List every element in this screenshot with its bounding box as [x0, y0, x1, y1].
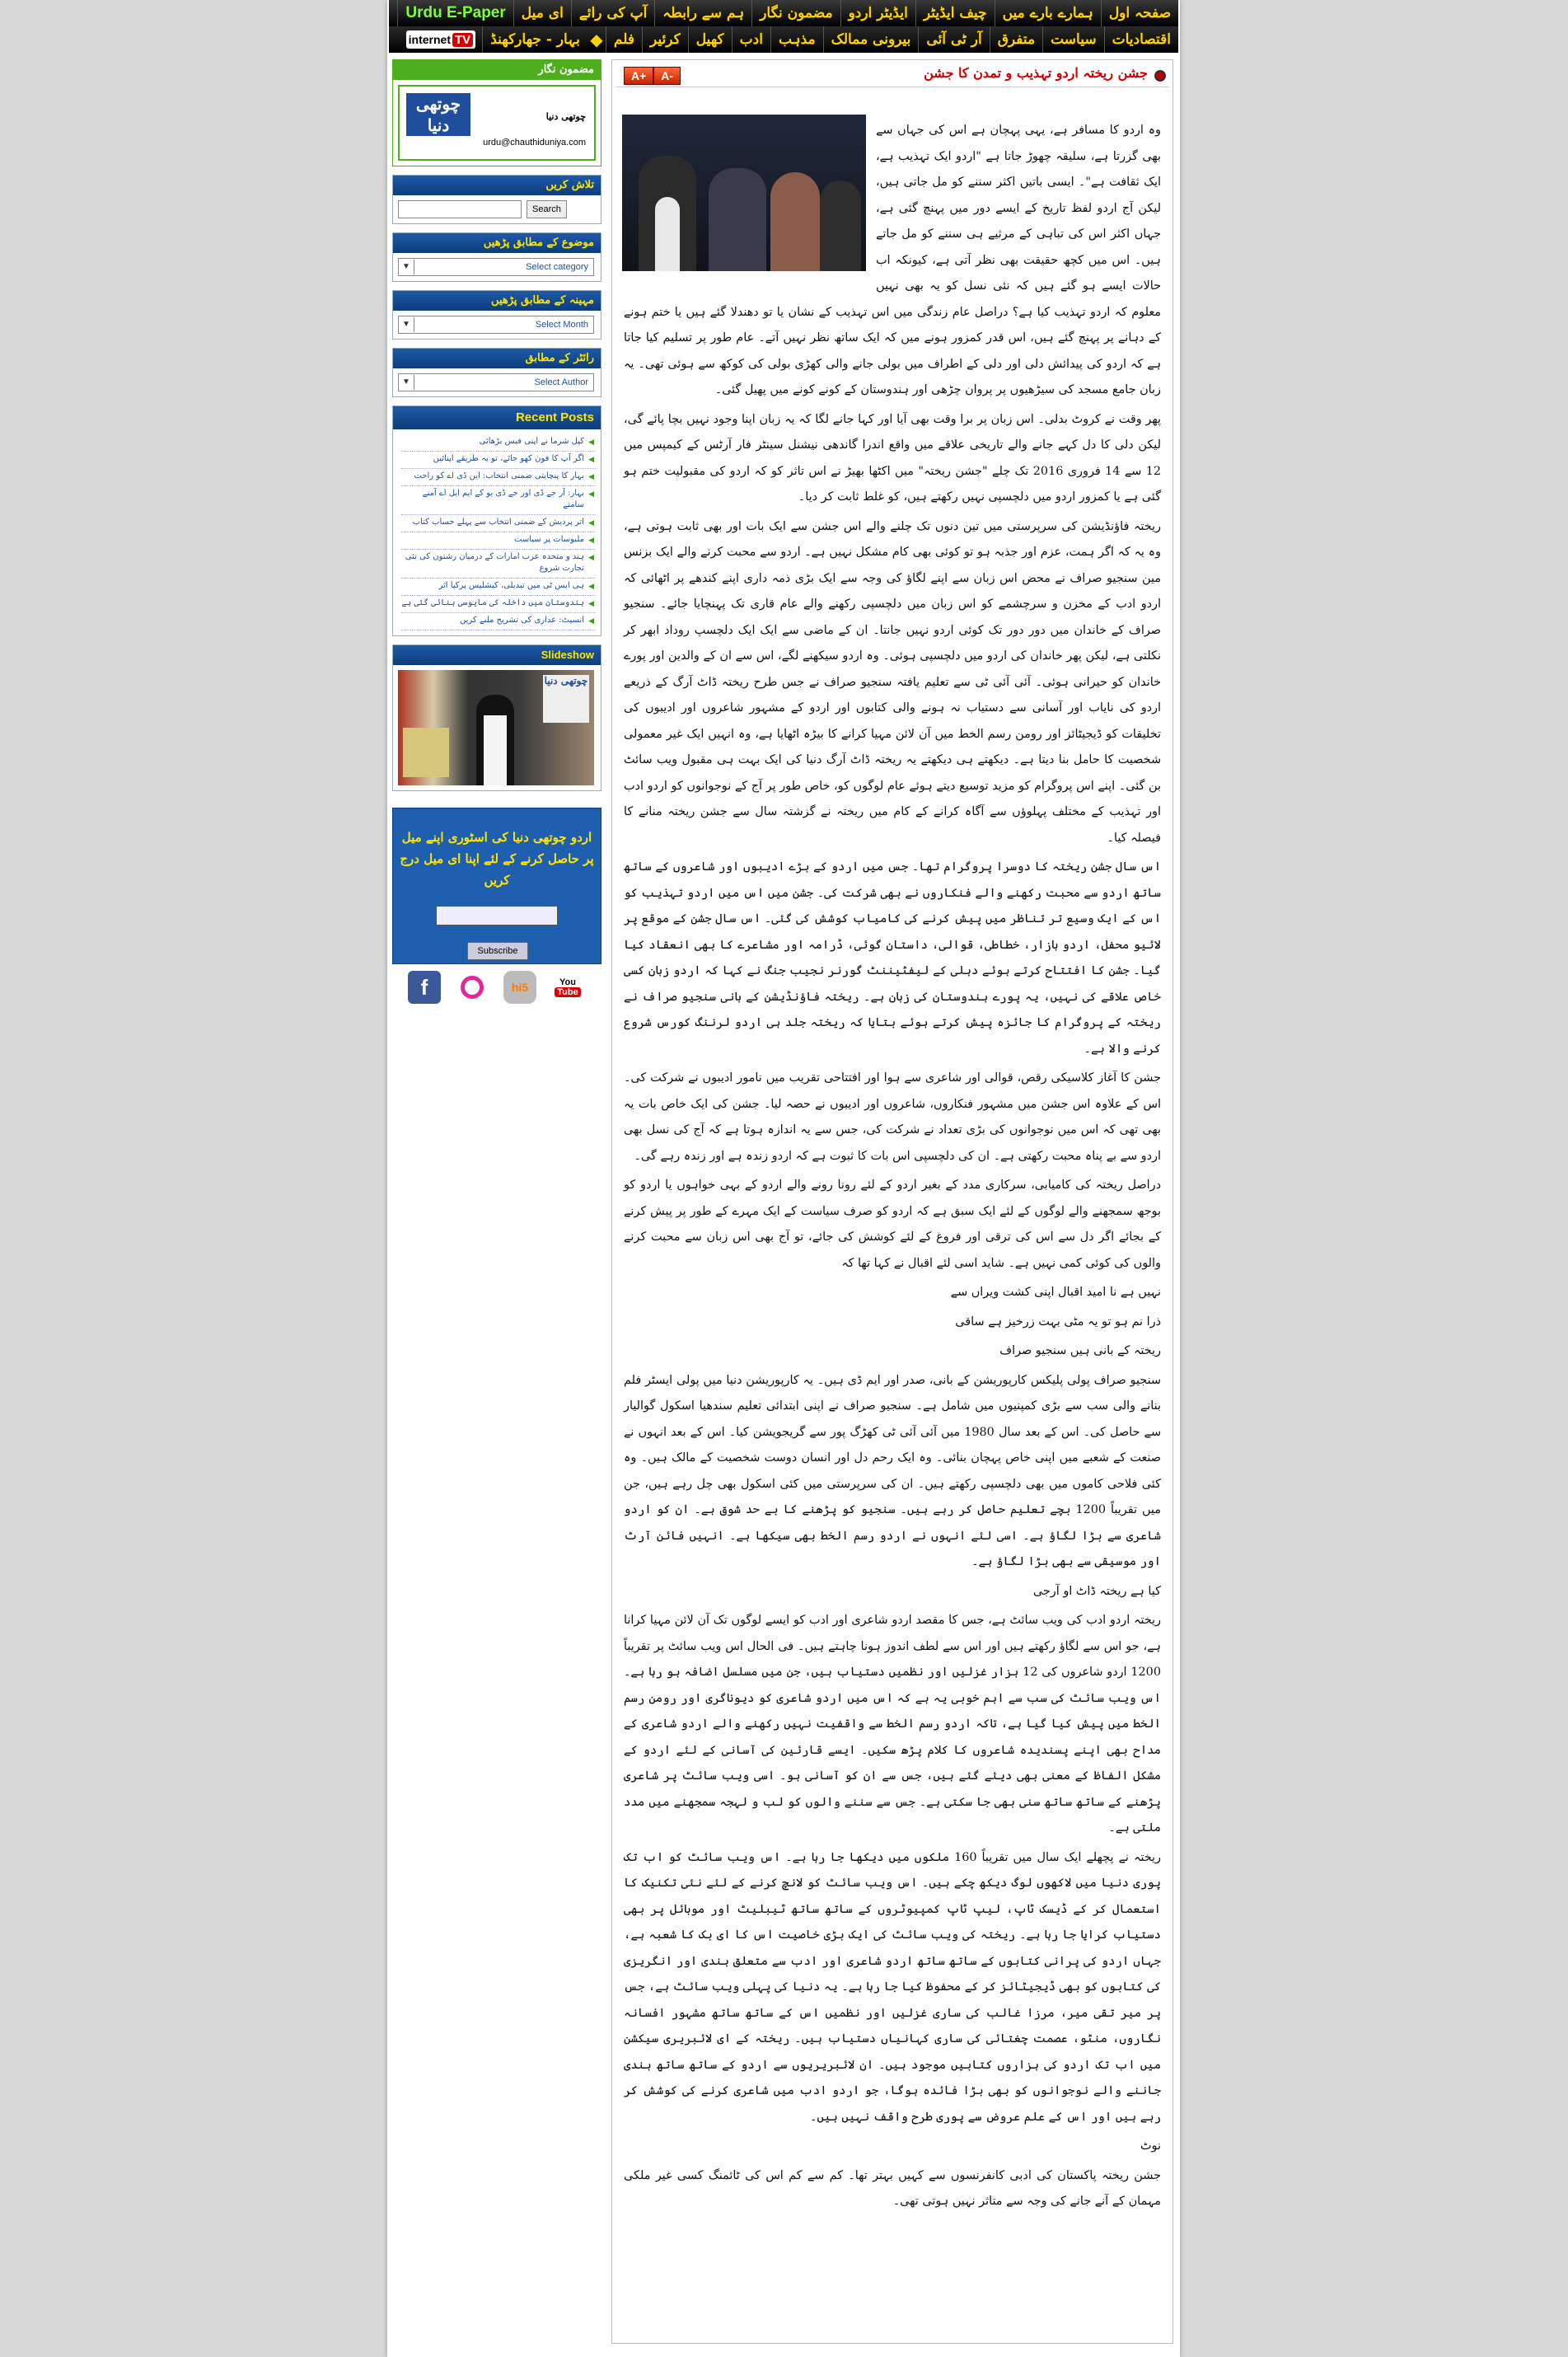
nav-home[interactable]: صفحہ اول	[1101, 0, 1178, 26]
article-subheading: کیا ہے ریختہ ڈاٹ او آرجی	[1032, 1584, 1161, 1598]
month-heading: مہینہ کے مطابق پڑھیں	[393, 291, 601, 311]
arrow-bullet-icon: ◀	[588, 554, 594, 562]
article-note-heading: نوٹ	[1140, 2139, 1161, 2153]
recent-posts-heading: Recent Posts	[393, 406, 601, 429]
internet-tv-badge: TV	[452, 33, 473, 47]
chevron-down-icon: ▼	[399, 260, 414, 274]
slide-newspaper: چوتھی دنیا	[543, 675, 589, 723]
author-card[interactable]	[398, 85, 596, 161]
article-paragraph: ریختہ نے پچھلے ایک سال میں تقریباً 160 ملکوں میں دیکھا جا رہا ہے۔ اس ویب سائٹ کو اب تک پوری دنیا میں لاکھوں لوگ دیکھ چکے ہیں۔ اس ویب سائٹ کو لانچ کرنے کے لئے نئی تکنیک کا استعمال کر کے ڈیسک ٹاپ، لیپ ٹاپ کمپیوٹروں کے ساتھ ساتھ ٹیبلیٹ اور موبائل پر بھی دستیاب کرایا جا رہا ہے۔ ریختہ کی ویب سائٹ کی ایک بڑی خاصیت اس کا ای بک کا شعبہ ہے، جہاں اردو کی پرانی کتابوں کے ساتھ ساتھ اردو شاعری اور ادب سے متعلق ہندی اور انگریزی کی کتابوں کو بھی ڈیجیٹائز کر کے محفوظ کیا جا رہا ہے۔ یہ دنیا کی پہلی ویب سائٹ ہے، جس پر میر تقی میر، مرزا غالب کی ساری غزلیں اور نظمیں اس کے ساتھ ساتھ مشہور افسانہ نگاروں، منٹو، عصمت چغتائی کی ساری کہانیاں دستیاب ہیں۔ ریختہ کے ای لائبریری سیکشن میں اب تک اردو کی ہزاروں کتابیں موجود ہیں۔ ان لائبریریوں سے اردو کے ساتھ ساتھ ہندی جاننے والے نوجوانوں کو بھی بڑا فائدہ ہوگا، جو اردو ادب میں شاعری کرنے کی کوشش کر رہے ہیں اور اس کے علم عروض سے پوری طرح واقف نہیں ہیں۔	[624, 1850, 1161, 2124]
recent-post-link[interactable]: ہند و متحدہ عرب امارات کے درمیان رشتوں کی نئی تجارت شروع	[405, 552, 584, 573]
article-paragraph: ریختہ فاؤنڈیشن کی سرپرستی میں تین دنوں تک چلنے والے اس جشن سے ایک بات اور بھی ثابت ہوتی ہے، وہ یہ کہ اگر ہمت، عزم اور جذبہ ہو تو کوئی بھی کام مشکل نہیں ہے۔ اردو سے محبت کرنے والے ایک بزنس مین سنجیو صراف نے محض اس زبان سے اپنے لگاؤ کی وجہ سے ایک بڑی ذمہ داری اپنے کندھے پر اٹھائی کہ اردو ادب کے مخزن و سرچشمے کو اس زبان میں دلچسپی رکھنے والے عام قاری تک پہنچایا جائے۔ سنجیو صراف کے خاندان میں دور دور تک کوئی اردو نہیں جانتا۔ ان کے ماضی سے ایک ایک دلچسپ روداد ابھر کر نکلتی ہے، لیکن پھر خاندان کی اردو میں دلچسپی ہوئی۔ وہ اردو سیکھنے لگے، اس سے ان کے والدین اور پورے خاندان کو حیرانی ہوئی۔ آئی آئی ٹی سے تعلیم یافتہ سنجیو صراف نے جس طرح ریختہ ڈاٹ آرگ کے ذریعے اردو کی نایاب اور آسانی سے دستیاب نہ ہونے والی کتابوں اور اردو کے مشہور شاعروں اور ادیبوں کی تخلیقات کو ڈیجیٹائز اور رومن رسم الخط میں آن لائن مہیا کرانے کا بیڑہ اٹھایا ہے، وہ انہیں ایک غیر معمولی شخصیت کا حامل بنا دیتا ہے۔ دیکھتے ہی دیکھتے یہ ریختہ ڈاٹ آرگ دنیا کی ایک بہت ہی مقبول ویب سائٹ بن گئی۔ اپنے اس پروگرام کو مزید توسیع دیتے ہوئے عام لوگوں کو، خاص طور پر آج کے نوجوانوں کو اردو ادب اور تہذیب کے مختلف پہلوؤں سے آگاہ کرانے کے کام میں ریختہ نے گزشتہ سال سے جشن ریختہ منانے کا فیصلہ کیا۔	[624, 519, 1161, 845]
recent-post-item[interactable]	[401, 579, 596, 596]
recent-post-item[interactable]	[401, 550, 596, 579]
ring-shape	[461, 976, 484, 999]
nav-contact[interactable]: ہم سے رابطہ	[654, 0, 751, 26]
article-subheading: ریختہ کے بانی ہیں سنجیو صراف	[999, 1344, 1161, 1357]
recent-post-link[interactable]: بہار کا پنچایتی ضمنی انتخاب: این ڈی اے کو راحت	[414, 471, 584, 480]
font-decrease-button[interactable]: A-	[653, 67, 681, 85]
arrow-bullet-icon: ◀	[588, 617, 594, 626]
arrow-bullet-icon: ◀	[588, 473, 594, 481]
article-header	[615, 63, 1169, 87]
recent-post-link[interactable]: کپل شرما نے اپنی فیس بڑھائی	[479, 437, 584, 446]
search-heading: تلاش کریں	[393, 176, 601, 195]
internet-tv-text: internet	[408, 33, 452, 46]
month-select[interactable]	[398, 316, 594, 334]
nav-sports[interactable]: کھیل	[688, 26, 732, 53]
recent-post-link[interactable]: ہی ایس ٹی میں تبدیلی، کیشلیس پرکیا اثر	[438, 581, 584, 590]
article-paragraph: اس سال جشن ریختہ کا دوسرا پروگرام تھا۔ جس میں اردو کے بڑے ادیبوں اور شاعروں کے ساتھ ساتھ اردو سے محبت رکھنے والے فنکاروں نے بھی شرکت کی۔ جشن میں اس میں اردو تہذیب کو اس کے ایک وسیع تر تناظر میں پیش کرنے کی کامیاب کوشش کی گئی۔ اس سال جشن کے موقع پر لائیو محفل، اردو بازار، خطاطی، قوالی، داستان گوئی، ڈرامہ اور مشاعرے کا بھی انعقاد کیا گیا۔ جشن کا افتتاح کرتے ہوئے دہلی کے لیفٹیننٹ گورنر نجیب جنگ نے کہا کہ اردو زبان کسی خاص علاقے کی نہیں، یہ پورے ہندوستان کی زبان ہے۔ ریختہ فاؤنڈیشن کے بانی سنجیو صراف نے ریختہ کے پروگرام کا جائزہ پیش کرتے ہوئے بتایا کہ ریختہ جلد ہی اردو لرننگ کورس شروع کرنے والا ہے۔	[624, 860, 1161, 1056]
category-box	[392, 232, 601, 282]
nav-feedback[interactable]: آپ کی رائے	[571, 0, 654, 26]
nav-film[interactable]: فلم	[606, 26, 642, 53]
sidebar	[392, 59, 600, 1004]
author-filter-box	[392, 348, 601, 397]
recent-post-item[interactable]	[401, 532, 596, 550]
article-paragraph: سنجیو صراف پولی پلیکس کارپوریشن کے بانی، صدر اور ایم ڈی ہیں۔ یہ کارپوریشن دنیا میں پولی ایسٹر فلم بنانے والی سب سے بڑی کمپنیوں میں شامل ہے۔ سنجیو صراف نے اپنی ابتدائی تعلیم سندھیا اسکول گوالیار سے حاصل کی۔ اس کے بعد سال 1980 میں آئی آئی ٹی کھڑگ پور سے گریجویشن کیا۔ اس کے بعد انہوں نے صنعت کے شعبے میں اپنی خاص پہچان بنائی۔ وہ ایک رحم دل اور انسان دوست شخصیت کے مالک ہیں۔ وہ کئی فلاحی کاموں میں بھی دلچسپی رکھتے ہیں۔ ان کی سرپرستی میں کئی اسکول بھی چل رہے ہیں، جن میں تقریباً 1200 بچے تعلیم حاصل کر رہے ہیں۔ سنجیو کو پڑھنے کا بے حد شوق ہے۔ ان کو اردو شاعری سے بڑا لگاؤ ہے۔ اسی لئے انہوں نے اردو رسم الخط بھی سیکھا ہے۔ انہیں فائن آرٹ اور موسیقی سے بھی بڑا لگاؤ ہے۔	[624, 1373, 1161, 1568]
youtube-icon[interactable]	[551, 971, 584, 1004]
arrow-bullet-icon: ◀	[588, 490, 594, 499]
nav-writers[interactable]: مضمون نگار	[751, 0, 840, 26]
slideshow-box	[392, 644, 601, 791]
slideshow-heading: Slideshow	[393, 645, 601, 665]
nav-epaper[interactable]: Urdu E-Paper	[397, 0, 513, 26]
article-paragraph: جشن کا آغاز کلاسیکی رقص، قوالی اور شاعری سے ہوا اور افتتاحی تقریب میں نامور ادیبوں نے شرکت کی۔ اس کے علاوہ اس جشن میں مشہور فنکاروں، شاعروں اور ادیبوں نے حصہ لیا۔ جشن کی ایک خاص بات یہ بھی تھی کہ اس میں نوجوانوں کی بڑی تعداد نے شرکت کی، جس سے یہ اندازہ ہوتا ہے کہ آج کی نسل بھی اردو سے بے پناہ محبت رکھتی ہے۔ ان کی دلچسپی اس بات کا ثبوت ہے کہ اردو زندہ ہے اور زندہ رہے گی۔	[624, 1071, 1161, 1163]
month-select-value: Select Month	[535, 320, 588, 330]
month-box	[392, 290, 601, 340]
recent-post-item[interactable]	[401, 469, 596, 486]
nav-international[interactable]: بیرونی ممالک	[823, 26, 919, 53]
arrow-bullet-icon: ◀	[588, 537, 594, 545]
author-box	[392, 59, 601, 166]
category-select-value: Select category	[526, 262, 588, 272]
nav-religion[interactable]: مذہب	[770, 26, 823, 53]
photo-spacer	[624, 118, 876, 283]
nav-misc[interactable]: متفرق	[990, 26, 1042, 53]
orkut-icon[interactable]	[456, 971, 489, 1004]
arrow-bullet-icon: ◀	[588, 519, 594, 527]
nav-politics[interactable]: سیاست	[1042, 26, 1104, 53]
article-paragraph: پھر وقت نے کروٹ بدلی۔ اس زبان پر برا وقت بھی آیا اور کہا جانے لگا کہ یہ زبان اپنا وجود نہیں بچا پائے گی، لیکن دلی کا دل کہے جانے والے تاریخی علاقے میں واقع اندرا گاندھی نیشنل سینٹر فار آرٹس کے کیمپس میں 12 سے 14 فروری 2016 تک چلے "جشن ریختہ" میں اکٹھا بھیڑ نے اس تاثر کو کہ اردو کی مقبولیت ختم ہو گئی ہے یا کمزور اردو میں دلچسپی نہیں رکھتے ہیں، کو غلط ثابت کر دیا۔	[624, 412, 1162, 504]
article-panel	[611, 59, 1173, 2344]
nav-bihar-jharkhand[interactable]: بہار - جھارکھنڈ	[482, 26, 587, 53]
poetry-line: نہیں ہے نا امید اقبال اپنی کشت ویراں سے	[950, 1286, 1161, 1299]
internet-tv-logo[interactable]	[406, 30, 476, 49]
author-select-value: Select Author	[534, 377, 588, 387]
author-box-heading: مضمون نگار	[393, 60, 601, 80]
recent-post-item[interactable]	[401, 613, 596, 630]
social-links	[392, 971, 600, 1004]
recent-post-link[interactable]: ہندوستان میں داخلہ کی مایوسی بنائی گئی ہے	[401, 598, 584, 607]
recent-post-link[interactable]: اگر آپ کا فون کھو جائے، تو یہ طریقے اپنائیں	[433, 454, 584, 463]
bullet-dot-icon	[1154, 70, 1166, 82]
recent-post-link[interactable]: بہار: آر جے ڈی اور جے ڈی یو کے ایم ایل اے آمنے سامنے	[422, 489, 584, 509]
article-title: جشن ریختہ اردو تہذیب و تمدن کا جشن	[924, 65, 1148, 81]
nav-about[interactable]: ہمارے بارے میں	[995, 0, 1101, 26]
newspaper-cutout	[403, 728, 449, 777]
subscribe-email-input[interactable]	[436, 906, 558, 925]
india-map-icon: ◆	[590, 30, 603, 49]
recent-post-item[interactable]	[401, 434, 596, 452]
nav-rti[interactable]: آر ٹی آئی	[918, 26, 989, 53]
article-paragraph: ریختہ اردو ادب کی ویب سائٹ ہے، جس کا مقصد اردو شاعری اور ادب کو ایسے لوگوں تک آن لائن مہیا کرانا ہے، جو اس سے لگاؤ رکھتے ہیں اور اس سے لطف اندوز ہونا چاہتے ہیں۔ فی الحال اس ویب سائٹ پر تقریباً 1200 اردو شاعروں کی 12 ہزار غزلیں اور نظمیں دستیاب ہیں، جن میں مسلسل اضافہ ہو رہا ہے۔ اس ویب سائٹ کی سب سے اہم خوبی یہ ہے کہ اس میں اردو شاعری کو دیوناگری اور رومن رسم الخط میں پیش کیا گیا ہے، تاکہ اردو رسم الخط سے واقفیت نہیں رکھنے والے اردو شاعری کے مداح بھی اپنے پسندیدہ شاعروں کا کلام پڑھ سکیں۔ ایسے قارئین کی آسانی کے لئے اردو کے مشکل الفاظ کے معنی بھی دیئے گئے ہیں، جس سے ان کو آسانی ہو۔ اسی ویب سائٹ پر شاعری پڑھنے کے ساتھ ساتھ سنی بھی جا سکتی ہے۔ جس سے سننے والوں کو لب و لہجہ سمجھنے میں مدد ملتی ہے۔	[624, 1614, 1161, 1835]
search-button[interactable]: Search	[527, 200, 567, 218]
youtube-you: You	[559, 977, 576, 987]
facebook-icon[interactable]: f	[408, 971, 441, 1004]
arrow-bullet-icon: ◀	[588, 438, 594, 447]
recent-post-item[interactable]	[401, 452, 596, 469]
youtube-tube: Tube	[555, 987, 580, 997]
arrow-bullet-icon: ◀	[588, 600, 594, 608]
article-note: جشن ریختہ پاکستان کی ادبی کانفرنسوں سے کہیں بہتر تھا۔ کم سے کم اس کی ٹائمنگ کسی غیر ملکی مہمان کے آنے جانے کی وجہ سے متاثر نہیں ہوتی تھی۔	[624, 2168, 1161, 2208]
slideshow-image[interactable]	[398, 670, 594, 785]
category-select[interactable]	[398, 258, 594, 276]
author-select[interactable]	[398, 373, 594, 391]
speaker-shirt	[484, 715, 507, 785]
recent-posts-list	[393, 429, 601, 635]
chevron-down-icon: ▼	[399, 375, 414, 390]
nav-email[interactable]: ای میل	[513, 0, 571, 26]
subscribe-text: اردو چوتھی دنیا کی اسٹوری اپنے میل پر حاصل کرنے کے لئے اپنا ای میل درج کریں	[400, 830, 594, 888]
category-heading: موضوع کے مطابق پڑھیں	[393, 233, 601, 253]
nav-row-categories	[389, 26, 1178, 53]
recent-post-link[interactable]: انسیٹ: عداری کی تشریح ملنے کریں	[459, 616, 584, 625]
recent-post-item[interactable]	[401, 596, 596, 613]
nav-career[interactable]: کرئیر	[642, 26, 688, 53]
hi5-icon[interactable]: hi5	[503, 971, 536, 1004]
recent-posts-box	[392, 405, 601, 636]
recent-post-item[interactable]	[401, 515, 596, 532]
search-input[interactable]	[398, 200, 522, 218]
nav-economy[interactable]: اقتصادیات	[1104, 26, 1178, 53]
nav-urdu-editor[interactable]: ایڈیٹر اردو	[840, 0, 915, 26]
arrow-bullet-icon: ◀	[588, 456, 594, 464]
poetry-line: ذرا نم ہو تو یہ مٹی بہت زرخیز ہے ساقی	[955, 1314, 1161, 1328]
author-name: چوتھی دنیا	[545, 111, 586, 122]
font-increase-button[interactable]: A+	[624, 67, 653, 85]
arrow-bullet-icon: ◀	[588, 583, 594, 591]
subscribe-box	[392, 808, 601, 964]
top-nav	[389, 0, 1178, 53]
nav-chief-editor[interactable]: چیف ایڈیٹر	[915, 0, 995, 26]
article-paragraph: دراصل ریختہ کی کامیابی، سرکاری مدد کے بغیر اردو کے لئے رونا رونے والے اردو کے بہی خواہوں یا اردو کو بوجھ سمجھنے والے لوگوں کے لئے ایک سبق ہے کہ اردو کو صرف سیاست کے ایک مہرے کے طور پر پیش کرنے کے بجائے اگر دل سے اس کی ترقی اور فروغ کے لئے کوشش کی جائے، تو آج بھی اس زبان سے محبت کرنے والوں کی کوئی کمی نہیں ہے۔ شاید اسی لئے اقبال نے کہا تھا کہ	[624, 1178, 1161, 1270]
nav-row-primary	[389, 0, 1178, 26]
author-filter-heading: رائٹر کے مطابق	[393, 349, 601, 368]
subscribe-button[interactable]: Subscribe	[467, 942, 528, 960]
recent-post-link[interactable]: ملبوسات پر سیاست	[514, 535, 584, 544]
search-box	[392, 175, 601, 224]
recent-post-item[interactable]	[401, 486, 596, 515]
font-size-controls	[624, 67, 681, 85]
nav-literature[interactable]: ادب	[732, 26, 770, 53]
chauthi-duniya-logo: چوتھی دنیا	[406, 93, 470, 136]
author-email[interactable]: urdu@chauthiduniya.com	[483, 138, 586, 148]
article-body	[624, 118, 1161, 2219]
article-paragraph: وہ اردو کا مسافر ہے، یہی پہچان ہے اس کی جہاں سے بھی گزرتا ہے، سلیقہ چھوڑ جاتا ہے "اردو ایک تہذیب ہے، ایک ثقافت ہے"۔ ایسی باتیں اکثر سننے کو مل جاتی ہیں، لیکن آج اردو لفظ تاریخ کے ایسے دور میں پہنچ گئی ہے، جہاں اکثر اس کی تباہی کے مرثیے ہی سننے کو مل جاتے ہیں۔ اس میں کچھ حقیقت بھی نظر آتی ہے، کیونکہ اب حالات ایسے ہو گئے ہیں کہ نئی نسل کو یہ بھی نہیں معلوم کہ اردو تہذیب کیا ہے؟ دراصل عام زندگی میں اس تہذیب کے نشان یا تو دھندلا گئے ہیں یا ختم ہونے کے دہانے پر پہنچ گئے ہیں، اس قدر کمزور ہونے میں کہ ایک ساتھ نظر نہیں آتے۔ عام طور پر تسلیم کیا جاتا ہے کہ اردو کی پیدائش دلی اور دلی کے اطراف میں بولی جانے والی کھڑی بولی کی کوکھ سے ہوئی تھی۔ یہ زبان جامع مسجد کی سیڑھیوں پر پروان چڑھی اور ہندوستان کے کونے کونے میں پھیل گئی۔	[624, 124, 1161, 396]
chevron-down-icon: ▼	[399, 317, 414, 332]
recent-post-link[interactable]: اتر پردیش کے ضمنی انتخاب سے پہلے حساب کتاب	[412, 518, 584, 527]
